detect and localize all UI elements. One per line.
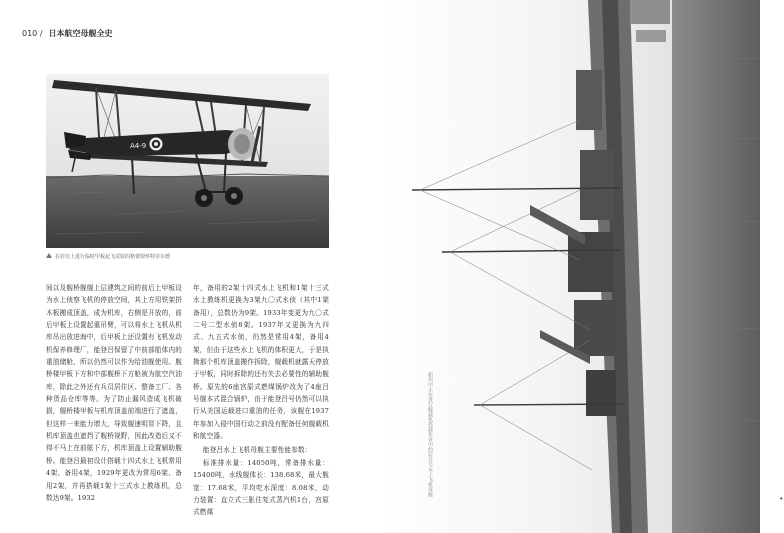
text-column-right (193, 282, 329, 519)
specs-text: 标准排水量：14050吨，常备排水量：15400吨，水线舰体长：138.68米，最大舰宽：17.68米，平均吃水深度：8.08米，动力装置：直立式三胀往复式蒸汽机1台，宫原式燃煤 (193, 458, 329, 517)
caption-marker-icon (46, 253, 52, 258)
page-marker: ✦ (777, 495, 784, 502)
specs-block (193, 444, 329, 518)
book-title: 日本航空母舰全史 (48, 29, 113, 38)
running-header (22, 28, 113, 39)
biplane-photo (46, 74, 329, 248)
aircraft-serial: A4-9 (130, 142, 147, 150)
seaplane-carrier-photo (380, 0, 760, 533)
paragraph: 间以及舰桥舰舰上层建筑之间的前后上甲板设为水上侦察飞机的停放空间，其上方用铁架拼木板搬成顶盖，成为机库，右侧是开放的，前后甲板上设置起重吊臂，可以将水上飞机从机库吊出放进海中，后甲板上还设置有飞机发动机保养修理厂，能登吕保留了中前部船体内的重油储舱，所以仍然可以作为给油舰使用。舰桥楼甲板下方和中部舰桥下方舱被为航空汽油库，除此之外还有兵员居住区、整备工厂、各种货品仓库等等。为了防止漏风造成飞机破损，舰桥楼甲板与机库顶盖前端进行了遮盖，但这样一来能力增大，导致舰速明显下降，且机库顶盖也遮挡了舰桥视野，因此改造后又不得不马上在前舷下方，机库顶盖上设置辅助舰桥。能登吕最初设计搭载十四式水上飞机常用4架、备用4架，1929年更改为常用6架、备用2架，并再搭载1架十三式水上教练机，总数达9架。1932 (46, 284, 182, 502)
figure-caption (46, 253, 329, 260)
page-number: 010 / (22, 29, 43, 38)
figure-caption-text: 在若宫上进行临时甲板起飞试验的格蕾姆怀特菲尔德 (55, 254, 171, 260)
specs-heading: 能登吕水上飞机母舰主要性能参数： (202, 446, 312, 455)
left-page (0, 0, 380, 533)
right-page (380, 0, 784, 533)
text-column-left (46, 282, 182, 504)
biplane-illustration (46, 74, 329, 248)
paragraph: 年，备用的2架十四式水上飞机和1架十三式水上教练机更换为3架九〇式水侦（其中1架备用），总数仍为9架。1933年变更为九〇式二号二型水侦8架。1937年又更换为九四式、九五式水侦，仍然是常用4架，备用4架，但由于这些水上飞机的体积更大，于是执拗那个机库顶盖搬作拆除，舰载机就露天停放于甲板，同时拆除的还有失去必要性的辅助舰桥。原先的6座宫原式燃煤锅炉改为了4座吕号舰本式混合锅炉，由于能登吕号仍然可以执行从美国运载进口重油的任务，该舰在1937年参加入侵中国行动之前没有配备任何舰载机和航空器。 (193, 284, 329, 441)
right-figure-caption: 船坞中正在进行舰载机搭载作业中的若宫号水上飞机母舰 (427, 372, 433, 497)
